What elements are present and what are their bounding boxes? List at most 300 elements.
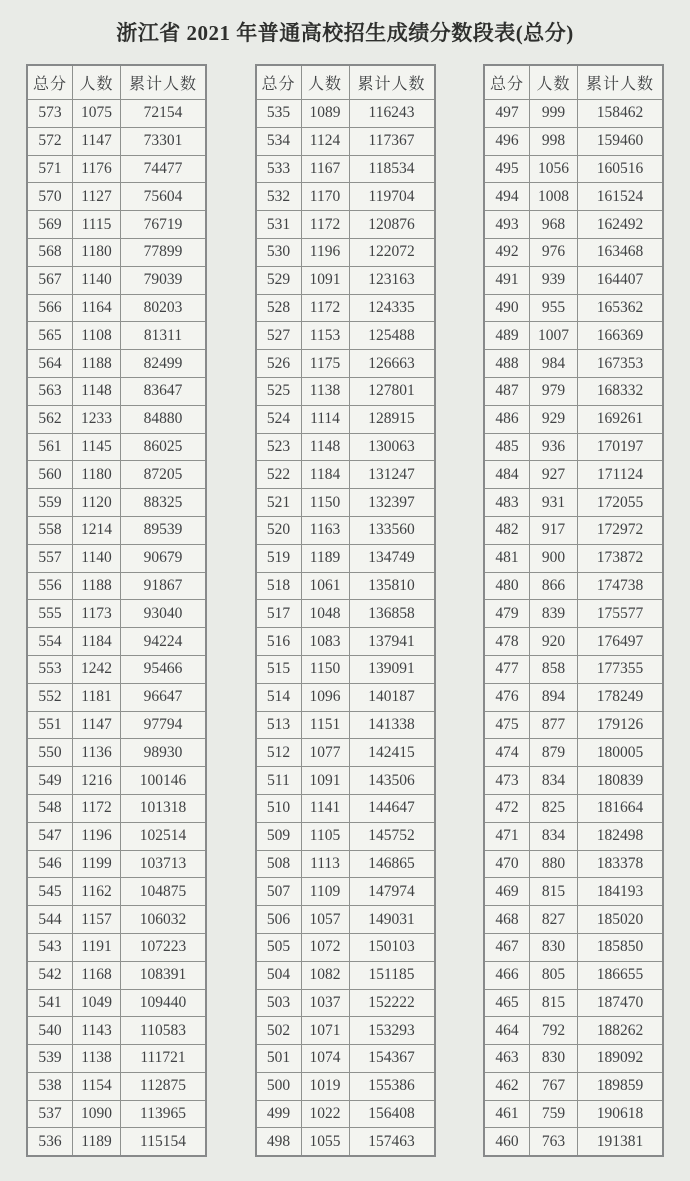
cell-count: 1196 bbox=[73, 822, 121, 850]
cell-cumulative: 156408 bbox=[349, 1100, 435, 1128]
cell-score: 464 bbox=[484, 1017, 530, 1045]
table-row bbox=[484, 183, 663, 211]
cell-cumulative: 182498 bbox=[578, 822, 664, 850]
cell-cumulative: 123163 bbox=[349, 266, 435, 294]
cell-cumulative: 167353 bbox=[578, 350, 664, 378]
score-table-2 bbox=[255, 64, 436, 1157]
cell-score: 522 bbox=[256, 461, 302, 489]
table-row bbox=[27, 906, 206, 934]
cell-count: 1105 bbox=[301, 822, 349, 850]
cell-score: 501 bbox=[256, 1045, 302, 1073]
cell-score: 533 bbox=[256, 155, 302, 183]
cell-count: 1113 bbox=[301, 850, 349, 878]
table-row bbox=[256, 822, 435, 850]
cell-count: 866 bbox=[530, 572, 578, 600]
cell-count: 1109 bbox=[301, 878, 349, 906]
cell-count: 979 bbox=[530, 377, 578, 405]
table-row bbox=[256, 1045, 435, 1073]
table-row bbox=[27, 600, 206, 628]
cell-count: 1163 bbox=[301, 516, 349, 544]
cell-score: 573 bbox=[27, 100, 73, 128]
table-row bbox=[484, 461, 663, 489]
table-row bbox=[484, 433, 663, 461]
table-row bbox=[256, 906, 435, 934]
cell-score: 520 bbox=[256, 516, 302, 544]
cell-cumulative: 125488 bbox=[349, 322, 435, 350]
cell-score: 523 bbox=[256, 433, 302, 461]
cell-cumulative: 180005 bbox=[578, 739, 664, 767]
cell-score: 513 bbox=[256, 711, 302, 739]
cell-count: 1153 bbox=[301, 322, 349, 350]
table-row bbox=[256, 100, 435, 128]
cell-cumulative: 165362 bbox=[578, 294, 664, 322]
cell-cumulative: 136858 bbox=[349, 600, 435, 628]
table-row bbox=[27, 544, 206, 572]
table-row bbox=[256, 405, 435, 433]
cell-count: 1189 bbox=[301, 544, 349, 572]
cell-count: 900 bbox=[530, 544, 578, 572]
cell-count: 1145 bbox=[73, 433, 121, 461]
cell-score: 492 bbox=[484, 238, 530, 266]
cell-score: 506 bbox=[256, 906, 302, 934]
cell-cumulative: 174738 bbox=[578, 572, 664, 600]
cell-cumulative: 153293 bbox=[349, 1017, 435, 1045]
cell-score: 516 bbox=[256, 628, 302, 656]
cell-score: 485 bbox=[484, 433, 530, 461]
table-row bbox=[27, 628, 206, 656]
cell-cumulative: 172972 bbox=[578, 516, 664, 544]
cell-count: 1172 bbox=[301, 294, 349, 322]
cell-count: 1189 bbox=[73, 1128, 121, 1156]
cell-count: 1019 bbox=[301, 1072, 349, 1100]
table-row bbox=[27, 238, 206, 266]
cell-count: 1090 bbox=[73, 1100, 121, 1128]
table-row bbox=[484, 1100, 663, 1128]
cell-score: 500 bbox=[256, 1072, 302, 1100]
cell-cumulative: 132397 bbox=[349, 489, 435, 517]
cell-score: 552 bbox=[27, 683, 73, 711]
cell-score: 499 bbox=[256, 1100, 302, 1128]
cell-cumulative: 86025 bbox=[121, 433, 207, 461]
cell-score: 549 bbox=[27, 767, 73, 795]
cell-score: 488 bbox=[484, 350, 530, 378]
table-row bbox=[27, 294, 206, 322]
cell-count: 1150 bbox=[301, 655, 349, 683]
table-row bbox=[484, 906, 663, 934]
table-row bbox=[484, 405, 663, 433]
cell-cumulative: 81311 bbox=[121, 322, 207, 350]
cell-count: 1147 bbox=[73, 711, 121, 739]
cell-cumulative: 166369 bbox=[578, 322, 664, 350]
table-row bbox=[256, 1072, 435, 1100]
cell-cumulative: 74477 bbox=[121, 155, 207, 183]
cell-cumulative: 180839 bbox=[578, 767, 664, 795]
cell-score: 547 bbox=[27, 822, 73, 850]
cell-score: 536 bbox=[27, 1128, 73, 1156]
cell-cumulative: 113965 bbox=[121, 1100, 207, 1128]
cell-score: 571 bbox=[27, 155, 73, 183]
cell-score: 555 bbox=[27, 600, 73, 628]
cell-cumulative: 89539 bbox=[121, 516, 207, 544]
cell-cumulative: 108391 bbox=[121, 961, 207, 989]
cell-score: 570 bbox=[27, 183, 73, 211]
cell-score: 491 bbox=[484, 266, 530, 294]
cell-count: 1091 bbox=[301, 266, 349, 294]
score-table-1 bbox=[26, 64, 207, 1157]
cell-count: 1048 bbox=[301, 600, 349, 628]
cell-cumulative: 147974 bbox=[349, 878, 435, 906]
table-row bbox=[27, 655, 206, 683]
cell-count: 1074 bbox=[301, 1045, 349, 1073]
cell-count: 1148 bbox=[73, 377, 121, 405]
cell-count: 894 bbox=[530, 683, 578, 711]
cell-count: 1055 bbox=[301, 1128, 349, 1156]
cell-count: 1151 bbox=[301, 711, 349, 739]
cell-count: 1180 bbox=[73, 238, 121, 266]
cell-cumulative: 76719 bbox=[121, 211, 207, 239]
cell-cumulative: 186655 bbox=[578, 961, 664, 989]
cell-count: 1167 bbox=[301, 155, 349, 183]
cell-cumulative: 135810 bbox=[349, 572, 435, 600]
cell-cumulative: 184193 bbox=[578, 878, 664, 906]
cell-cumulative: 189859 bbox=[578, 1072, 664, 1100]
cell-count: 1176 bbox=[73, 155, 121, 183]
cell-cumulative: 133560 bbox=[349, 516, 435, 544]
cell-cumulative: 146865 bbox=[349, 850, 435, 878]
cell-score: 559 bbox=[27, 489, 73, 517]
cell-cumulative: 102514 bbox=[121, 822, 207, 850]
table-row bbox=[27, 767, 206, 795]
cell-score: 568 bbox=[27, 238, 73, 266]
cell-cumulative: 116243 bbox=[349, 100, 435, 128]
cell-score: 515 bbox=[256, 655, 302, 683]
cell-count: 1184 bbox=[301, 461, 349, 489]
cell-score: 537 bbox=[27, 1100, 73, 1128]
table-row bbox=[484, 238, 663, 266]
cell-cumulative: 95466 bbox=[121, 655, 207, 683]
cell-count: 1188 bbox=[73, 572, 121, 600]
table-row bbox=[256, 711, 435, 739]
table-row bbox=[27, 266, 206, 294]
cell-count: 1083 bbox=[301, 628, 349, 656]
cell-cumulative: 122072 bbox=[349, 238, 435, 266]
cell-count: 879 bbox=[530, 739, 578, 767]
cell-score: 556 bbox=[27, 572, 73, 600]
cell-count: 1096 bbox=[301, 683, 349, 711]
cell-count: 917 bbox=[530, 516, 578, 544]
cell-cumulative: 144647 bbox=[349, 794, 435, 822]
cell-count: 1061 bbox=[301, 572, 349, 600]
cell-cumulative: 117367 bbox=[349, 127, 435, 155]
table-row bbox=[256, 350, 435, 378]
table-row bbox=[27, 489, 206, 517]
table-row bbox=[27, 377, 206, 405]
cell-score: 546 bbox=[27, 850, 73, 878]
cell-count: 1154 bbox=[73, 1072, 121, 1100]
cell-score: 517 bbox=[256, 600, 302, 628]
cell-cumulative: 130063 bbox=[349, 433, 435, 461]
score-table-3 bbox=[483, 64, 664, 1157]
cell-score: 487 bbox=[484, 377, 530, 405]
cell-score: 475 bbox=[484, 711, 530, 739]
cell-cumulative: 152222 bbox=[349, 989, 435, 1017]
cell-count: 1138 bbox=[73, 1045, 121, 1073]
cell-count: 1141 bbox=[301, 794, 349, 822]
table-row bbox=[484, 266, 663, 294]
tables-container bbox=[26, 64, 664, 1157]
cell-score: 562 bbox=[27, 405, 73, 433]
cell-count: 830 bbox=[530, 933, 578, 961]
cell-cumulative: 185020 bbox=[578, 906, 664, 934]
table-row bbox=[484, 933, 663, 961]
cell-score: 510 bbox=[256, 794, 302, 822]
cell-cumulative: 155386 bbox=[349, 1072, 435, 1100]
cell-count: 1136 bbox=[73, 739, 121, 767]
cell-count: 976 bbox=[530, 238, 578, 266]
table-row bbox=[27, 405, 206, 433]
cell-count: 968 bbox=[530, 211, 578, 239]
table-row bbox=[256, 238, 435, 266]
table-row bbox=[256, 489, 435, 517]
cell-score: 477 bbox=[484, 655, 530, 683]
cell-cumulative: 189092 bbox=[578, 1045, 664, 1073]
cell-cumulative: 139091 bbox=[349, 655, 435, 683]
cell-cumulative: 176497 bbox=[578, 628, 664, 656]
table-row bbox=[256, 322, 435, 350]
cell-count: 1199 bbox=[73, 850, 121, 878]
cell-score: 545 bbox=[27, 878, 73, 906]
cell-count: 1140 bbox=[73, 544, 121, 572]
cell-score: 460 bbox=[484, 1128, 530, 1156]
column-header-cumulative: 累计人数 bbox=[121, 65, 207, 100]
cell-score: 470 bbox=[484, 850, 530, 878]
header-row bbox=[27, 65, 206, 100]
cell-cumulative: 160516 bbox=[578, 155, 664, 183]
cell-count: 792 bbox=[530, 1017, 578, 1045]
table-row bbox=[484, 100, 663, 128]
cell-cumulative: 191381 bbox=[578, 1128, 664, 1156]
cell-score: 509 bbox=[256, 822, 302, 850]
table-row bbox=[27, 322, 206, 350]
cell-score: 463 bbox=[484, 1045, 530, 1073]
table-row bbox=[484, 655, 663, 683]
cell-cumulative: 134749 bbox=[349, 544, 435, 572]
cell-cumulative: 183378 bbox=[578, 850, 664, 878]
cell-cumulative: 73301 bbox=[121, 127, 207, 155]
table-row bbox=[484, 294, 663, 322]
table-row bbox=[256, 878, 435, 906]
cell-count: 1172 bbox=[73, 794, 121, 822]
cell-count: 1164 bbox=[73, 294, 121, 322]
table-row bbox=[484, 683, 663, 711]
cell-count: 999 bbox=[530, 100, 578, 128]
cell-cumulative: 103713 bbox=[121, 850, 207, 878]
table-row bbox=[256, 377, 435, 405]
cell-count: 1007 bbox=[530, 322, 578, 350]
table-row bbox=[256, 183, 435, 211]
cell-count: 1184 bbox=[73, 628, 121, 656]
table-row bbox=[27, 127, 206, 155]
cell-cumulative: 128915 bbox=[349, 405, 435, 433]
cell-score: 557 bbox=[27, 544, 73, 572]
cell-score: 572 bbox=[27, 127, 73, 155]
table-row bbox=[256, 600, 435, 628]
cell-cumulative: 141338 bbox=[349, 711, 435, 739]
column-header-score: 总分 bbox=[256, 65, 302, 100]
cell-count: 1127 bbox=[73, 183, 121, 211]
cell-count: 1108 bbox=[73, 322, 121, 350]
table-row bbox=[256, 516, 435, 544]
cell-score: 465 bbox=[484, 989, 530, 1017]
cell-count: 1242 bbox=[73, 655, 121, 683]
cell-score: 480 bbox=[484, 572, 530, 600]
table-row bbox=[256, 794, 435, 822]
table-row bbox=[484, 794, 663, 822]
cell-cumulative: 112875 bbox=[121, 1072, 207, 1100]
table-row bbox=[484, 127, 663, 155]
table-row bbox=[256, 1100, 435, 1128]
cell-count: 1056 bbox=[530, 155, 578, 183]
cell-count: 1037 bbox=[301, 989, 349, 1017]
cell-cumulative: 173872 bbox=[578, 544, 664, 572]
cell-score: 502 bbox=[256, 1017, 302, 1045]
table-row bbox=[256, 1017, 435, 1045]
cell-score: 540 bbox=[27, 1017, 73, 1045]
cell-score: 525 bbox=[256, 377, 302, 405]
cell-cumulative: 118534 bbox=[349, 155, 435, 183]
cell-count: 1140 bbox=[73, 266, 121, 294]
cell-cumulative: 90679 bbox=[121, 544, 207, 572]
cell-count: 815 bbox=[530, 989, 578, 1017]
cell-cumulative: 120876 bbox=[349, 211, 435, 239]
cell-count: 1168 bbox=[73, 961, 121, 989]
cell-score: 479 bbox=[484, 600, 530, 628]
cell-score: 561 bbox=[27, 433, 73, 461]
cell-score: 524 bbox=[256, 405, 302, 433]
cell-cumulative: 106032 bbox=[121, 906, 207, 934]
table-row bbox=[484, 1128, 663, 1156]
cell-cumulative: 177355 bbox=[578, 655, 664, 683]
cell-cumulative: 158462 bbox=[578, 100, 664, 128]
cell-count: 1181 bbox=[73, 683, 121, 711]
table-row bbox=[27, 850, 206, 878]
cell-count: 1188 bbox=[73, 350, 121, 378]
cell-score: 551 bbox=[27, 711, 73, 739]
cell-count: 834 bbox=[530, 767, 578, 795]
cell-cumulative: 181664 bbox=[578, 794, 664, 822]
table-row bbox=[256, 961, 435, 989]
cell-score: 527 bbox=[256, 322, 302, 350]
page-title: 浙江省 2021 年普通高校招生成绩分数段表(总分) bbox=[116, 21, 574, 45]
cell-cumulative: 127801 bbox=[349, 377, 435, 405]
cell-score: 483 bbox=[484, 489, 530, 517]
table-row bbox=[256, 989, 435, 1017]
table-row bbox=[27, 1045, 206, 1073]
cell-cumulative: 168332 bbox=[578, 377, 664, 405]
cell-score: 504 bbox=[256, 961, 302, 989]
cell-score: 519 bbox=[256, 544, 302, 572]
cell-count: 931 bbox=[530, 489, 578, 517]
cell-score: 538 bbox=[27, 1072, 73, 1100]
cell-count: 1180 bbox=[73, 461, 121, 489]
cell-cumulative: 109440 bbox=[121, 989, 207, 1017]
cell-count: 858 bbox=[530, 655, 578, 683]
cell-cumulative: 107223 bbox=[121, 933, 207, 961]
cell-score: 461 bbox=[484, 1100, 530, 1128]
column-header-count: 人数 bbox=[301, 65, 349, 100]
header-row bbox=[256, 65, 435, 100]
table-row bbox=[484, 350, 663, 378]
cell-score: 478 bbox=[484, 628, 530, 656]
cell-count: 920 bbox=[530, 628, 578, 656]
cell-cumulative: 131247 bbox=[349, 461, 435, 489]
cell-count: 1091 bbox=[301, 767, 349, 795]
table-row bbox=[27, 933, 206, 961]
cell-count: 1075 bbox=[73, 100, 121, 128]
cell-count: 1124 bbox=[301, 127, 349, 155]
table-row bbox=[27, 1072, 206, 1100]
cell-cumulative: 119704 bbox=[349, 183, 435, 211]
cell-score: 490 bbox=[484, 294, 530, 322]
cell-score: 493 bbox=[484, 211, 530, 239]
cell-count: 1120 bbox=[73, 489, 121, 517]
cell-score: 544 bbox=[27, 906, 73, 934]
column-header-score: 总分 bbox=[27, 65, 73, 100]
cell-cumulative: 111721 bbox=[121, 1045, 207, 1073]
cell-count: 1196 bbox=[301, 238, 349, 266]
table-row bbox=[27, 989, 206, 1017]
table-row bbox=[27, 350, 206, 378]
cell-count: 998 bbox=[530, 127, 578, 155]
table-row bbox=[256, 655, 435, 683]
cell-cumulative: 110583 bbox=[121, 1017, 207, 1045]
cell-count: 834 bbox=[530, 822, 578, 850]
cell-cumulative: 163468 bbox=[578, 238, 664, 266]
cell-score: 511 bbox=[256, 767, 302, 795]
cell-cumulative: 142415 bbox=[349, 739, 435, 767]
cell-count: 759 bbox=[530, 1100, 578, 1128]
cell-score: 558 bbox=[27, 516, 73, 544]
cell-cumulative: 171124 bbox=[578, 461, 664, 489]
cell-score: 526 bbox=[256, 350, 302, 378]
cell-count: 1216 bbox=[73, 767, 121, 795]
cell-cumulative: 98930 bbox=[121, 739, 207, 767]
table-row bbox=[484, 739, 663, 767]
table-row bbox=[27, 433, 206, 461]
cell-count: 1115 bbox=[73, 211, 121, 239]
table-row bbox=[27, 794, 206, 822]
cell-score: 489 bbox=[484, 322, 530, 350]
table-row bbox=[484, 767, 663, 795]
table-row bbox=[484, 155, 663, 183]
cell-score: 474 bbox=[484, 739, 530, 767]
cell-cumulative: 80203 bbox=[121, 294, 207, 322]
table-row bbox=[256, 544, 435, 572]
cell-count: 763 bbox=[530, 1128, 578, 1156]
cell-count: 1162 bbox=[73, 878, 121, 906]
column-header-cumulative: 累计人数 bbox=[578, 65, 664, 100]
cell-score: 496 bbox=[484, 127, 530, 155]
cell-score: 548 bbox=[27, 794, 73, 822]
cell-cumulative: 137941 bbox=[349, 628, 435, 656]
table-row bbox=[256, 1128, 435, 1156]
table-row bbox=[484, 600, 663, 628]
cell-score: 560 bbox=[27, 461, 73, 489]
cell-count: 877 bbox=[530, 711, 578, 739]
cell-cumulative: 175577 bbox=[578, 600, 664, 628]
cell-cumulative: 169261 bbox=[578, 405, 664, 433]
cell-cumulative: 185850 bbox=[578, 933, 664, 961]
